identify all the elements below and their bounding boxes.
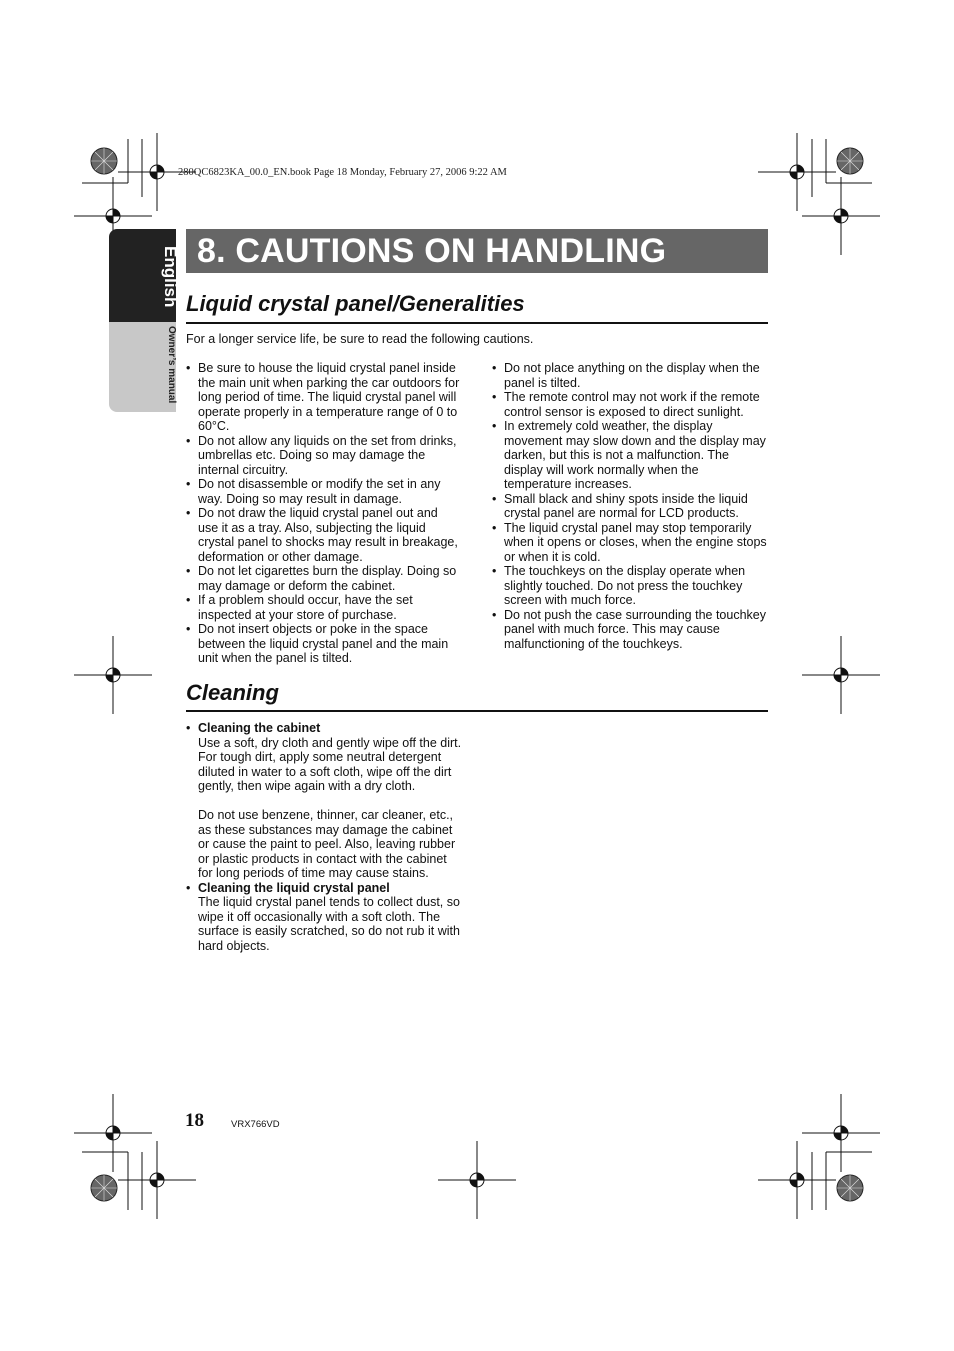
- list-item: • Do not disassemble or modify the set in any way. Doing so may result in damage.: [186, 477, 461, 506]
- list-item: • Do not draw the liquid crystal panel out and use it as a tray. Also, subjecting the liquid crystal panel to shocks may result in breakage, deformation or other damage.: [186, 506, 461, 564]
- section-heading-cleaning: Cleaning: [186, 680, 279, 705]
- right-column: [492, 361, 768, 651]
- intro-text: For a longer service life, be sure to read the following cautions.: [186, 332, 534, 346]
- caution-list-left: [186, 361, 461, 666]
- cleaning-instructions: [186, 721, 462, 953]
- list-item: • Small black and shiny spots inside the liquid crystal panel are normal for LCD products.: [492, 492, 768, 521]
- section-rule: [186, 710, 768, 712]
- list-item: • Do not place anything on the display when the panel is tilted.: [492, 361, 768, 390]
- cleaning-item-title: • Cleaning the cabinet: [198, 721, 321, 735]
- list-item: • Do not allow any liquids on the set from drinks, umbrellas etc. Doing so may damage the internal circuitry.: [186, 434, 461, 478]
- list-item: • Do not push the case surrounding the touchkey panel with much force. This may cause malfunctioning of the touchkeys.: [492, 608, 768, 652]
- left-column: [186, 361, 461, 666]
- cleaning-item-title: • Cleaning the liquid crystal panel: [198, 880, 390, 895]
- cleaning-item-lcd: [186, 881, 462, 954]
- model-number: VRX766VD: [231, 1119, 280, 1130]
- list-item: • If a problem should occur, have the set inspected at your store of purchase.: [186, 593, 461, 622]
- list-item: • The liquid crystal panel may stop temporarily when it opens or closes, when the engine stops or when it is cold.: [492, 521, 768, 565]
- caution-list-right: [492, 361, 768, 651]
- section-rule: [186, 322, 768, 324]
- page-number: 18: [185, 1110, 204, 1131]
- cleaning-item-text: Use a soft, dry cloth and gently wipe off the dirt. For tough dirt, apply some neutral detergent diluted in water to a soft cloth, wipe off the dirt gently, then wipe again with a dry cloth.: [198, 735, 462, 793]
- side-tab-manual: Owner’s manual: [166, 326, 177, 404]
- print-header: 280QC6823KA_00.0_EN.book Page 18 Monday, February 27, 2006 9:22 AM: [178, 167, 507, 178]
- chapter-title: 8. CAUTIONS ON HANDLING: [197, 232, 667, 270]
- list-item: • The touchkeys on the display operate when slightly touched. Do not press the touchkey screen with much force.: [492, 564, 768, 608]
- cleaning-item-text: Do not use benzene, thinner, car cleaner, etc., as these substances may damage the cabinet or cause the paint to peel. Also, leaving rubber or plastic products in contact with the cabinet for long periods of time may cause stains.: [198, 808, 456, 880]
- list-item: • The remote control may not work if the remote control sensor is exposed to direct sunlight.: [492, 390, 768, 419]
- cleaning-item-cabinet: [186, 721, 462, 881]
- side-tab-language: English: [161, 246, 180, 308]
- list-item: • Do not let cigarettes burn the display. Doing so may damage or deform the cabinet.: [186, 564, 461, 593]
- cleaning-item-text: The liquid crystal panel tends to collect dust, so wipe it off occasionally with a soft cloth. The surface is easily scratched, so do not rub it with hard objects.: [198, 895, 460, 953]
- section-heading-lcd: Liquid crystal panel/Generalities: [186, 291, 525, 316]
- list-item: • Do not insert objects or poke in the space between the liquid crystal panel and the main unit when the panel is tilted.: [186, 622, 461, 666]
- list-item: • In extremely cold weather, the display movement may slow down and the display may darken, but this is not a malfunction. The display will work normally when the temperature increases.: [492, 419, 768, 492]
- list-item: • Be sure to house the liquid crystal panel inside the main unit when parking the car outdoors for long period of time. The liquid crystal panel will operate properly in a temperature range of 0 to 60°C.: [186, 361, 461, 434]
